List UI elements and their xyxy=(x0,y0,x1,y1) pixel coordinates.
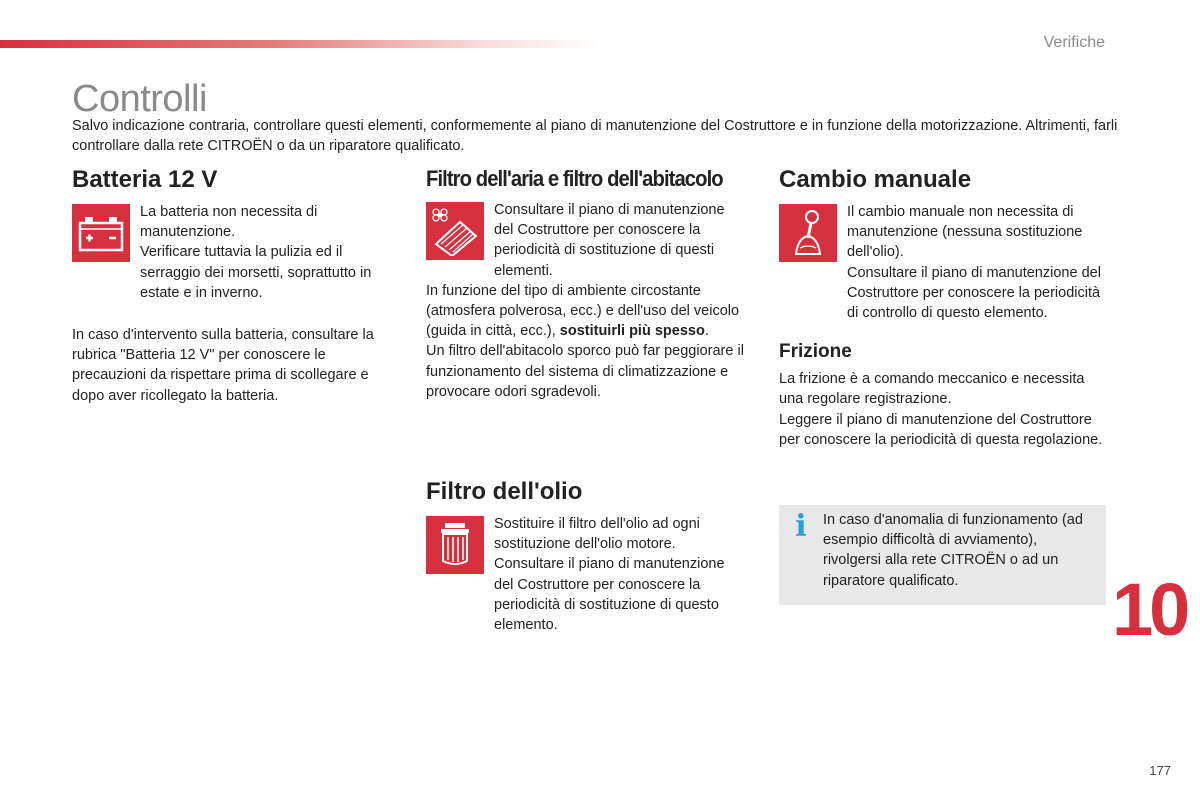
page-title: Controlli xyxy=(72,78,207,120)
info-icon: i xyxy=(795,509,807,544)
page-number: 177 xyxy=(1149,763,1171,778)
intro-text: Salvo indicazione contraria, controllare questi elementi, conformemente al piano di manutenzione del Costruttore e in funzione della motorizzazione. Altrimenti, farli controllare dalla rete CITROËN o da un riparatore qualificato. xyxy=(72,118,1118,154)
gearbox-section xyxy=(779,166,1109,450)
air-filter-section xyxy=(426,166,746,402)
oil-filter-icon xyxy=(426,516,484,574)
gearbox-text-2: Consultare il piano di manutenzione del Costruttore per conoscere la periodicità di controllo di questo elemento. xyxy=(847,264,1101,322)
info-text: In caso d'anomalia di funzionamento (ad esempio difficoltà di avviamento), rivolgersi alla rete CITROËN o ad un riparatore qualificato. xyxy=(823,512,1083,589)
battery-title: Batteria 12 V xyxy=(72,166,218,193)
battery-icon xyxy=(72,204,130,262)
battery-text-3: In caso d'intervento sulla batteria, consultare la rubrica "Batteria 12 V" per conoscere le precauzioni da rispettare prima di scollegare e dopo aver ricollegato la batteria. xyxy=(72,327,374,404)
air-filter-text-2-post: . xyxy=(704,323,709,340)
gearbox-text-1: Il cambio manuale non necessita di manutenzione (nessuna sostituzione dell'olio). xyxy=(847,204,1083,261)
header-accent-bar xyxy=(0,40,600,48)
gear-lever-icon xyxy=(779,204,837,262)
air-filter-icon xyxy=(426,202,484,260)
clutch-text-1: La frizione è a comando meccanico e necessita una regolare registrazione. xyxy=(779,371,1085,408)
air-filter-text-2-pre: In funzione del tipo di ambiente circostante (atmosfera polverosa, ecc.) e dell'uso del veicolo (guida in città, ecc.), xyxy=(426,282,740,340)
air-filter-title: Filtro dell'aria e filtro dell'abitacolo xyxy=(426,166,723,191)
info-box xyxy=(779,505,1106,605)
battery-section xyxy=(72,166,392,406)
gearbox-title: Cambio manuale xyxy=(779,166,972,193)
clutch-title: Frizione xyxy=(779,341,852,363)
battery-text-1: La batteria non necessita di manutenzione. xyxy=(140,204,318,241)
battery-text-2: Verificare tuttavia la pulizia ed il serraggio dei morsetti, soprattutto in estate e in inverno. xyxy=(140,244,372,301)
oil-filter-title: Filtro dell'olio xyxy=(426,478,583,505)
oil-filter-text-1: Sostituire il filtro dell'olio ad ogni sostituzione dell'olio motore. xyxy=(494,516,700,553)
clutch-text-2: Leggere il piano di manutenzione del Costruttore per conoscere la periodicità di questa regolazione. xyxy=(779,411,1103,448)
air-filter-text-3: Un filtro dell'abitacolo sporco può far peggiorare il funzionamento del sistema di climatizzazione e provocare odori sgradevoli. xyxy=(426,343,744,400)
chapter-number: 10 xyxy=(1112,568,1187,651)
air-filter-text-1: Consultare il piano di manutenzione del Costruttore per conoscere la periodicità di sostituzione di questi elementi. xyxy=(494,202,725,279)
air-filter-text-2-bold: sostituirli più spesso xyxy=(559,323,705,340)
air-filter-text-2 xyxy=(426,281,746,342)
oil-filter-text-2: Consultare il piano di manutenzione del Costruttore per conoscere la periodicità di sostituzione di questo elemento. xyxy=(494,556,725,634)
section-label: Verifiche xyxy=(1043,34,1105,51)
oil-filter-section xyxy=(426,478,746,635)
